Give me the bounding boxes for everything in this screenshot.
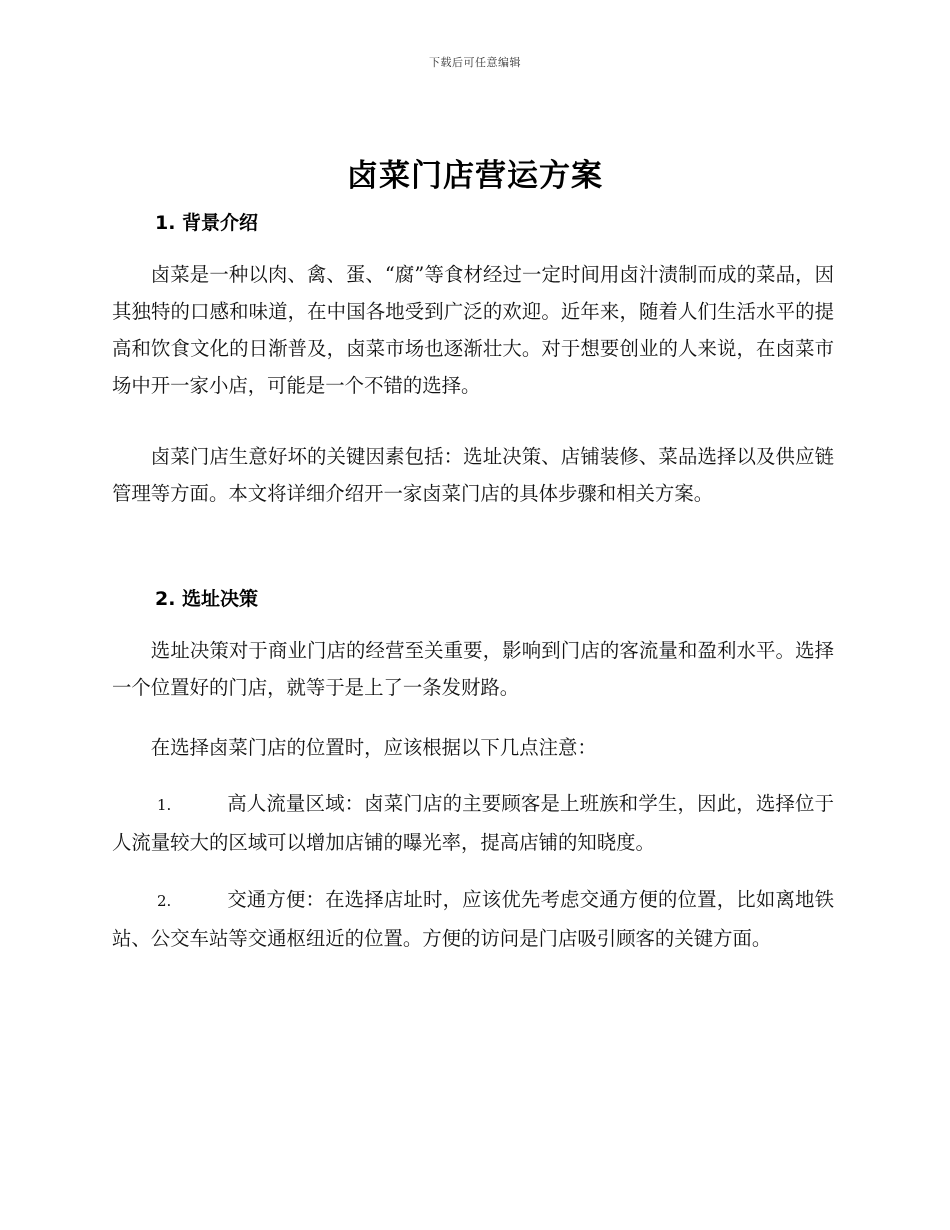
list-item-number: 2. xyxy=(157,892,172,910)
list-item-text: 交通方便：在选择店址时，应该优先考虑交通方便的位置，比如离地铁站、公交车站等交通枢纽近的位置。方便的访问是门店吸引顾客的关键方面。 xyxy=(112,888,834,950)
list-item-number: 1. xyxy=(157,796,172,814)
list-item-text: 高人流量区域：卤菜门店的主要顾客是上班族和学生，因此，选择位于人流量较大的区域可以增加店铺的曝光率，提高店铺的知晓度。 xyxy=(112,792,834,854)
paragraph-site-selection-2: 在选择卤菜门店的位置时，应该根据以下几点注意： xyxy=(150,736,597,759)
document-title: 卤菜门店营运方案 xyxy=(347,158,603,194)
paragraph-site-selection-1: 选址决策对于商业门店的经营至关重要，影响到门店的客流量和盈利水平。选择一个位置好的门店，就等于是上了一条发财路。 xyxy=(112,639,834,699)
section-heading-site-selection: 2. 选址决策 xyxy=(155,588,259,610)
list-item xyxy=(112,785,834,861)
list-item xyxy=(112,881,834,957)
paragraph-background-2: 卤菜门店生意好坏的关键因素包括：选址决策、店铺装修、菜品选择以及供应链管理等方面。本文将详细介绍开一家卤菜门店的具体步骤和相关方案。 xyxy=(112,445,834,505)
paragraph-background-1: 卤菜是一种以肉、禽、蛋、“腐”等食材经过一定时间用卤汁渍制而成的菜品，因其独特的口感和味道，在中国各地受到广泛的欢迎。近年来，随着人们生活水平的提高和饮食文化的日渐普及，卤菜市场也逐渐壮大。对于想要创业的人来说，在卤菜市场中开一家小店，可能是一个不错的选择。 xyxy=(112,263,834,397)
header-note: 下载后可任意编辑 xyxy=(429,56,521,69)
section-heading-background: 1. 背景介绍 xyxy=(155,212,259,234)
